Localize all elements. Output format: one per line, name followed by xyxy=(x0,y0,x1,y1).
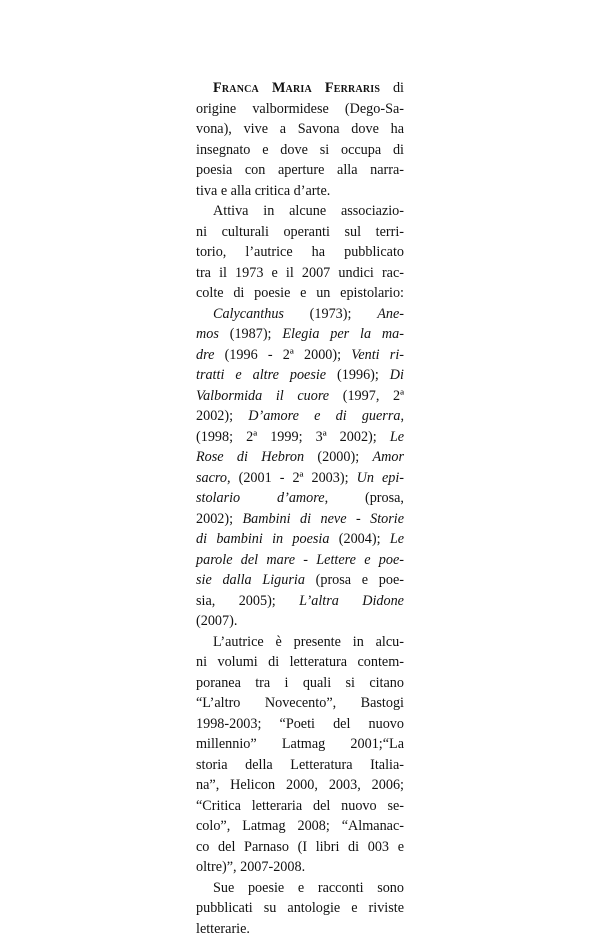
text-segment: (1997, 2ª xyxy=(329,388,404,404)
bio-paragraph-4 xyxy=(196,632,404,878)
text-line xyxy=(196,365,404,386)
work-title: D’amore e di guerra xyxy=(248,408,400,424)
work-title: mos xyxy=(196,326,219,342)
text-line: tra il 1973 e il 2007 undici rac- xyxy=(196,263,404,284)
text-segment: (1987); xyxy=(219,326,283,342)
bio-paragraph-5 xyxy=(196,878,404,939)
bio-paragraph-3-bibliography xyxy=(196,304,404,632)
work-title: stolario d’amore xyxy=(196,490,325,506)
work-title: Rose di Hebron xyxy=(196,449,304,465)
text-segment: (prosa e poe- xyxy=(305,572,404,588)
text-segment: , (2001 - 2ª 2003); xyxy=(227,470,357,486)
text-line: Franca Maria Ferraris di xyxy=(196,78,404,99)
text-segment: (1998; 2ª 1999; 3ª 2002); xyxy=(196,429,390,445)
text-line: co del Parnaso (I libri di 003 e xyxy=(196,837,404,858)
bio-paragraph-1 xyxy=(196,78,404,201)
text-line: poranea tra i quali si citano xyxy=(196,673,404,694)
work-title: Le xyxy=(390,531,404,547)
text-line: insegnato e dove si occupa di xyxy=(196,140,404,161)
text-line xyxy=(196,509,404,530)
text-line: “L’altro Novecento”, Bastogi xyxy=(196,693,404,714)
text-line: Attiva in alcune associazio- xyxy=(196,201,404,222)
text-segment: sia, 2005); xyxy=(196,593,299,609)
text-line xyxy=(196,345,404,366)
work-title: Di xyxy=(390,367,404,383)
text-line: millennio” Latmag 2001;“La xyxy=(196,734,404,755)
text-line: pubblicati su antologie e riviste xyxy=(196,898,404,919)
text-line xyxy=(196,386,404,407)
text-segment: (2000); xyxy=(304,449,372,465)
text-line: storia della Letteratura Italia- xyxy=(196,755,404,776)
work-title: sacro xyxy=(196,470,227,486)
text-line: poesia con aperture alla narra- xyxy=(196,160,404,181)
text-segment: , xyxy=(400,408,404,424)
text-segment: (1996 - 2ª 2000); xyxy=(214,347,351,363)
text-line: “Critica letteraria del nuovo se- xyxy=(196,796,404,817)
text-line: origine valbormidese (Dego-Sa- xyxy=(196,99,404,120)
text-line xyxy=(196,488,404,509)
text-line xyxy=(196,324,404,345)
work-title: Valbormida il cuore xyxy=(196,388,329,404)
text-line: oltre)”, 2007-2008. xyxy=(196,857,404,878)
text-line xyxy=(196,427,404,448)
work-title: parole del mare - Lettere e poe- xyxy=(196,552,404,568)
text-segment: (2004); xyxy=(329,531,389,547)
work-title: Venti ri- xyxy=(351,347,404,363)
text-line xyxy=(196,406,404,427)
work-title: dre xyxy=(196,347,214,363)
work-title: di bambini in poesia xyxy=(196,531,329,547)
work-title: Le xyxy=(390,429,404,445)
text-line xyxy=(196,591,404,612)
text-segment: , (prosa, xyxy=(325,490,404,506)
bio-paragraph-2 xyxy=(196,201,404,304)
text-line: torio, l’autrice ha pubblicato xyxy=(196,242,404,263)
work-title: Ane- xyxy=(377,306,404,322)
text-line: 1998-2003; “Poeti del nuovo xyxy=(196,714,404,735)
work-title: sie dalla Liguria xyxy=(196,572,305,588)
text-line xyxy=(196,570,404,591)
work-title: Un epi- xyxy=(357,470,404,486)
text-line xyxy=(196,529,404,550)
work-title: tratti e altre poesie xyxy=(196,367,326,383)
author-bio xyxy=(196,78,404,939)
text-line xyxy=(196,550,404,571)
author-name: Franca Maria Ferraris xyxy=(213,80,380,96)
work-title: Elegia per la ma- xyxy=(282,326,404,342)
text-line: letterarie. xyxy=(196,919,404,939)
work-title: Bambini di neve - Storie xyxy=(243,511,405,527)
text-line: vona), vive a Savona dove ha xyxy=(196,119,404,140)
text-segment: 2002); xyxy=(196,511,243,527)
text-line: colte di poesie e un epistolario: xyxy=(196,283,404,304)
text-segment: (1973); xyxy=(284,306,377,322)
text-line: ni culturali operanti sul terri- xyxy=(196,222,404,243)
text-line: tiva e alla critica d’arte. xyxy=(196,181,404,202)
text-line xyxy=(196,447,404,468)
text-line: colo”, Latmag 2008; “Almanac- xyxy=(196,816,404,837)
work-title: L’altra Didone xyxy=(299,593,404,609)
text-line: L’autrice è presente in alcu- xyxy=(196,632,404,653)
work-title: Calycanthus xyxy=(213,306,284,322)
text-line: ni volumi di letteratura contem- xyxy=(196,652,404,673)
text-segment: 2002); xyxy=(196,408,248,424)
text-line: na”, Helicon 2000, 2003, 2006; xyxy=(196,775,404,796)
text-line xyxy=(196,304,404,325)
text-line xyxy=(196,468,404,489)
text-line: Sue poesie e racconti sono xyxy=(196,878,404,899)
work-title: Amor xyxy=(372,449,404,465)
text-line xyxy=(196,611,404,632)
text-segment: (2007). xyxy=(196,613,237,629)
text-segment: (1996); xyxy=(326,367,390,383)
